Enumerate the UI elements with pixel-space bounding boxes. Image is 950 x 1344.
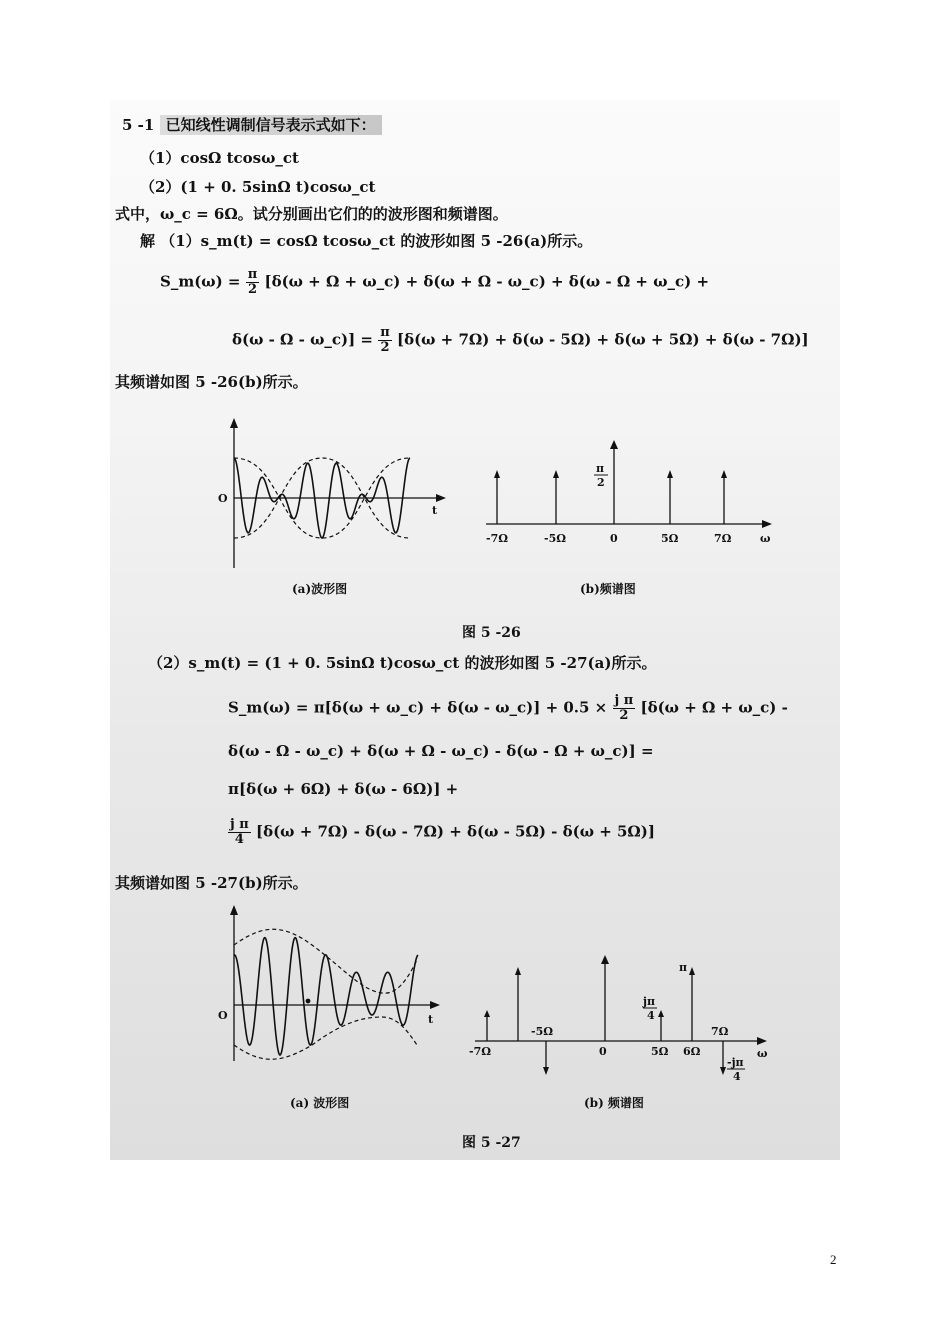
eq-rhs: [δ(ω + 7Ω) + δ(ω - 5Ω) + δ(ω + 5Ω) + δ(ω - 7Ω)] [396,330,809,349]
eq-lhs: S_m(ω) = [160,272,241,291]
axis-t-label: t [432,504,438,517]
eq-lhs: δ(ω - Ω - ω_c)] = [232,330,373,349]
tick-label: 5Ω [661,532,679,545]
label-jpi: jπ [643,995,656,1008]
axis-t-label: t [428,1013,434,1026]
figure27-spectrum [465,955,775,1085]
figure27-spectrum-caption: (b) 频谱图 [584,1096,644,1110]
problem-number: 5 -1 [122,116,155,134]
figure26-label: 图 5 -26 [462,625,521,641]
solution1-equation-line1 [160,268,709,297]
fraction-pi-over-2: $\frac{\pi}{2}$ [247,267,258,297]
axis-omega-label: ω [757,1047,768,1060]
solution1-intro: 解 （1）s_m(t) = cosΩ tcosω_ct 的波形如图 5 -26(a)所示。 [140,232,593,250]
solution2-equation-line4 [228,818,655,847]
tick-label: -5Ω [544,532,567,545]
peak-label-pi: π [596,462,605,475]
problem-condition: 式中，ω_c = 6Ω。试分别画出它们的的波形图和频谱图。 [115,205,508,223]
solution2-intro: （2）s_m(t) = (1 + 0. 5sinΩ t)cosω_ct 的波形如图 5 -27(a)所示。 [148,654,657,672]
solution2-equation-line3: π[δ(ω + 6Ω) + δ(ω - 6Ω)] + [228,780,459,798]
label-neg-jpi-den: 4 [733,1070,741,1083]
figure27-waveform [212,905,452,1065]
solution2-equation-line2: δ(ω - Ω - ω_c) + δ(ω + Ω - ω_c) - δ(ω - Ω + ω_c)] = [228,742,654,760]
problem-item-2: （2）(1 + 0. 5sinΩ t)cosω_ct [140,178,376,196]
modulated-wave [234,938,418,1055]
tick-label: 0 [599,1045,607,1058]
page-number: 2 [830,1252,837,1267]
label-jpi-den: 4 [647,1009,655,1022]
tick-label: 7Ω [714,532,732,545]
peak-label-2: 2 [597,476,605,489]
fraction-jpi-over-4: $\frac{\text{j π}}{4}$ [230,817,249,847]
figure26-spectrum-caption: (b)频谱图 [580,582,636,596]
solution2-equation-line1 [228,694,788,723]
eq-rhs: [δ(ω + Ω + ω_c) + δ(ω + Ω - ω_c) + δ(ω - Ω + ω_c) + [264,272,710,291]
axis-origin-label: O [218,1009,228,1022]
tick-label: 5Ω [651,1045,669,1058]
figure26-waveform [210,418,450,573]
problem-heading [122,114,382,135]
peak-label-pi: π [679,961,688,974]
fraction-jpi-over-2: $\frac{\text{j π}}{2}$ [614,693,634,723]
envelope-lower [234,1017,417,1059]
problem-title: 已知线性调制信号表示式如下： [160,115,382,135]
axis-origin-label: O [218,492,228,505]
solution1-spectrum-ref: 其频谱如图 5 -26(b)所示。 [115,373,308,391]
solution1-equation-line2 [232,326,809,355]
figure26-spectrum [480,440,780,550]
tick-label: 7Ω [711,1025,729,1038]
figure27-label: 图 5 -27 [462,1135,521,1151]
tick-label: 0 [610,532,618,545]
eq-part: S_m(ω) = π[δ(ω + ω_c) + δ(ω - ω_c)] + 0.5 × [228,698,608,717]
figure26-wave-caption: (a)波形图 [292,582,348,596]
tick-label: -7Ω [486,532,509,545]
eq-part: [δ(ω + 7Ω) - δ(ω - 7Ω) + δ(ω - 5Ω) - δ(ω + 5Ω)] [255,822,655,841]
tick-label: 6Ω [683,1045,701,1058]
tick-label: -5Ω [531,1025,554,1038]
solution2-spectrum-ref: 其频谱如图 5 -27(b)所示。 [115,874,308,892]
envelope-upper [234,929,417,993]
fraction-pi-over-2: $\frac{\pi}{2}$ [380,325,390,355]
problem-item-1: （1）cosΩ tcosω_ct [140,149,299,167]
tick-label: -7Ω [469,1045,492,1058]
eq-part: [δ(ω + Ω + ω_c) - [640,698,788,717]
label-neg-jpi: -jπ [727,1056,744,1069]
axis-omega-label: ω [760,532,771,545]
figure27-wave-caption: (a) 波形图 [290,1096,350,1110]
